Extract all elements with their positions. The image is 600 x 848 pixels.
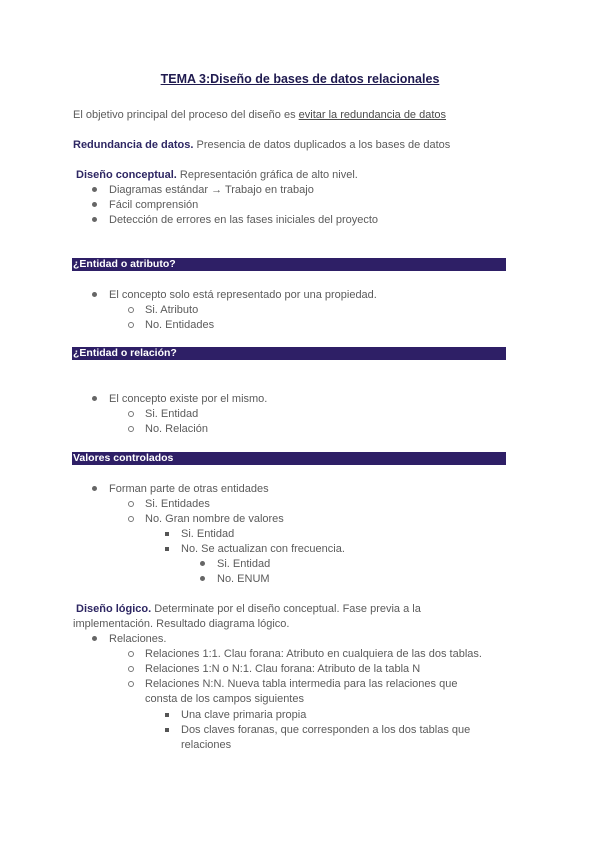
bullet-dot-icon: [200, 561, 205, 566]
bullet-circle-icon: [128, 411, 134, 417]
list-item-continued: consta de los campos siguientes: [145, 693, 304, 705]
redundancia-paragraph: [73, 138, 450, 152]
bullet-circle-icon: [128, 666, 134, 672]
list-item: Detección de errores en las fases iniciales del proyecto: [109, 214, 379, 226]
intro-text: El objetivo principal del proceso del diseño es: [73, 109, 299, 121]
conceptual-paragraph: [76, 168, 358, 182]
logico-paragraph: [76, 602, 421, 616]
bullet-circle-icon: [128, 501, 134, 507]
bullet-square-icon: [165, 713, 169, 717]
list-item: El concepto solo está representado por una propiedad.: [109, 289, 377, 301]
list-item: Si. Entidad: [217, 558, 271, 570]
bullet-square-icon: [165, 547, 169, 551]
logico-text-continued: implementación. Resultado diagrama lógico.: [73, 618, 290, 630]
list-item: Si. Atributo: [145, 304, 199, 316]
list-item: No. ENUM: [217, 573, 270, 585]
list-item: Relaciones 1:N o N:1. Clau forana: Atributo de la tabla N: [145, 663, 421, 675]
bullet-dot-icon: [92, 486, 97, 491]
bullet-dot-icon: [92, 217, 97, 222]
list-item: Relaciones 1:1. Clau forana: Atributo en cualquiera de las dos tablas.: [145, 648, 482, 660]
logico-text: Determinate por el diseño conceptual. Fase previa a la: [151, 603, 421, 615]
section-heading-valores-controlados: Valores controlados: [72, 452, 506, 465]
bullet-circle-icon: [128, 426, 134, 432]
bullet-dot-icon: [92, 202, 97, 207]
list-item: No. Se actualizan con frecuencia.: [181, 543, 345, 555]
bullet-square-icon: [165, 728, 169, 732]
bullet-circle-icon: [128, 516, 134, 522]
bullet-circle-icon: [128, 651, 134, 657]
conceptual-label: Diseño conceptual.: [76, 169, 177, 181]
list-item: Fácil comprensión: [109, 199, 199, 211]
list-item: Dos claves foranas, que corresponden a los dos tablas que: [181, 724, 471, 736]
list-item: Diagramas estándar → Trabajo en trabajo: [109, 184, 314, 196]
list-item-continued: relaciones: [181, 739, 232, 751]
conceptual-text: Representación gráfica de alto nivel.: [176, 169, 358, 181]
list-item: Relaciones.: [109, 633, 167, 645]
bullet-circle-icon: [128, 322, 134, 328]
bullet-dot-icon: [200, 576, 205, 581]
section-heading-entidad-relacion: ¿Entidad o relación?: [72, 347, 506, 360]
intro-underlined-text: evitar la redundancia de datos: [298, 109, 447, 121]
list-item: Relaciones N:N. Nueva tabla intermedia para las relaciones que: [145, 678, 458, 690]
bullet-circle-icon: [128, 681, 134, 687]
redundancia-text: Presencia de datos duplicados a los bases de datos: [193, 139, 451, 151]
list-item: No. Relación: [145, 423, 208, 435]
bullet-dot-icon: [92, 636, 97, 641]
bullet-dot-icon: [92, 292, 97, 297]
list-item: Forman parte de otras entidades: [109, 483, 269, 495]
list-item: No. Gran nombre de valores: [145, 513, 284, 525]
list-item: Si. Entidad: [181, 528, 235, 540]
list-item: Si. Entidades: [145, 498, 210, 510]
list-item: Si. Entidad: [145, 408, 199, 420]
list-item: Una clave primaria propia: [181, 709, 307, 721]
list-item: No. Entidades: [145, 319, 215, 331]
bullet-circle-icon: [128, 307, 134, 313]
redundancia-label: Redundancia de datos.: [73, 139, 194, 151]
intro-paragraph: [73, 108, 446, 122]
logico-label: Diseño lógico.: [76, 603, 152, 615]
page-title: TEMA 3:Diseño de bases de datos relacionales: [160, 72, 440, 86]
bullet-dot-icon: [92, 187, 97, 192]
section-heading-entidad-atributo: ¿Entidad o atributo?: [72, 258, 506, 271]
list-item: El concepto existe por el mismo.: [109, 393, 268, 405]
bullet-square-icon: [165, 532, 169, 536]
bullet-dot-icon: [92, 396, 97, 401]
